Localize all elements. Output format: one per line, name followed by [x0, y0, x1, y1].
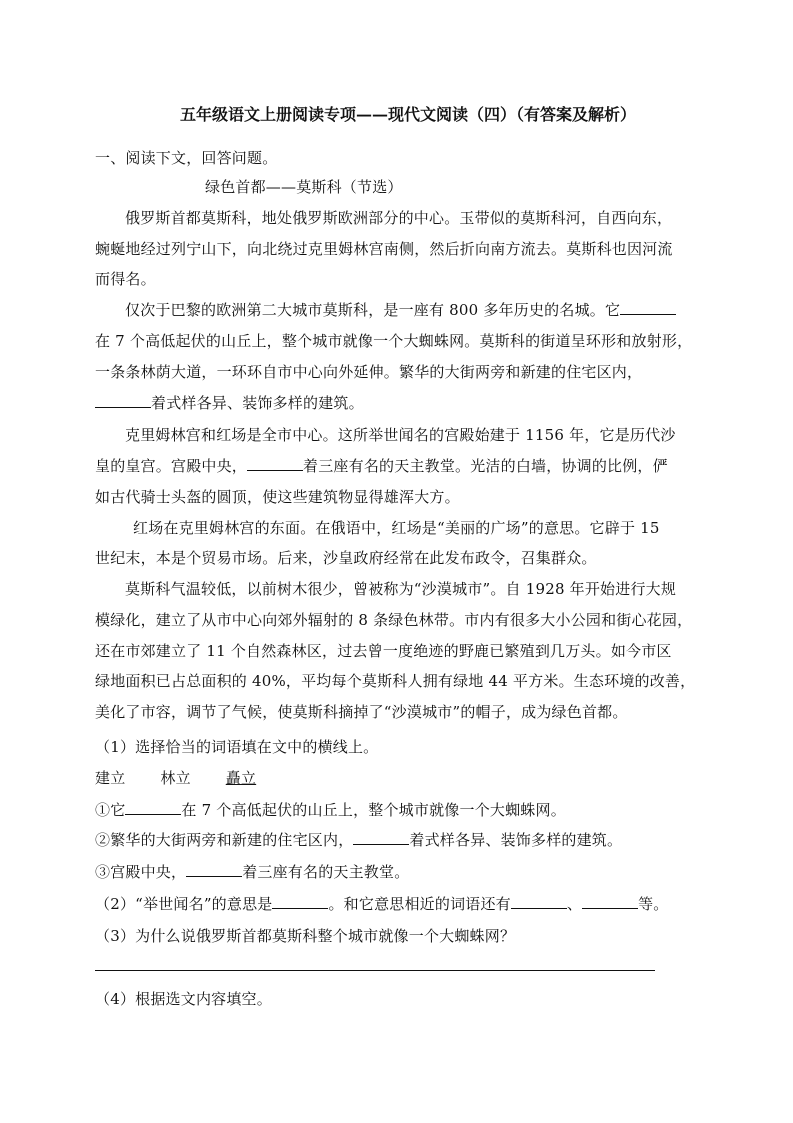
- answer-blank[interactable]: [511, 896, 567, 909]
- q1-sentence3: [95, 861, 409, 882]
- p2-line3: 一条条林荫大道，一环环自市中心向外延伸。繁华的大街两旁和新建的住宅区内，: [95, 363, 643, 381]
- q1-s2-text-a: ②繁华的大街两旁和新建的住宅区内，: [95, 831, 354, 849]
- p5-line2: 模绿化，建立了从市中心向郊外辐射的 8 条绿色林带。市内有很多大小公园和街心花园，: [95, 611, 693, 629]
- p2-line1: [125, 299, 676, 320]
- q1-s1-text-a: ①它: [95, 801, 126, 819]
- q2-text-d: 等。: [638, 895, 669, 913]
- q4-prompt: （4）根据选文内容填空。: [95, 990, 272, 1008]
- passage-title: 绿色首都——莫斯科（节选）: [205, 178, 403, 196]
- q1-s2-text-b: 着式样各异、装饰多样的建筑。: [409, 831, 623, 849]
- page-title: 五年级语文上册阅读专项——现代文阅读（四）（有答案及解析）: [180, 105, 637, 124]
- option-linli[interactable]: 林立: [160, 769, 191, 787]
- answer-blank[interactable]: [186, 864, 242, 877]
- p5-line5: 美化了市容，调节了气候，使莫斯科摘掉了“沙漠城市”的帽子，成为绿色首都。: [95, 703, 628, 721]
- answer-blank[interactable]: [353, 832, 409, 845]
- q2-text-c: 、: [566, 895, 583, 913]
- p2-line4: [95, 392, 364, 413]
- q1-sentence1: [95, 799, 566, 820]
- q1-s3-text-a: ③宫殿中央，: [95, 863, 187, 881]
- answer-line[interactable]: [95, 970, 655, 971]
- option-jianli[interactable]: 建立: [95, 769, 126, 787]
- answer-blank[interactable]: [620, 302, 676, 315]
- q1-s1-text-b: 在 7 个高低起伏的山丘上，整个城市就像一个大蜘蛛网。: [181, 801, 566, 819]
- p2-line1-text: 仅次于巴黎的欧洲第二大城市莫斯科，是一座有 800 多年历史的名城。它: [125, 301, 621, 319]
- p5-line4: 绿地面积已占总面积的 40%，平均每个莫斯科人拥有绿地 44 平方米。生态环境的改善，: [95, 672, 696, 690]
- answer-blank[interactable]: [95, 395, 151, 408]
- p1-line1: 俄罗斯首都莫斯科，地处俄罗斯欧洲部分的中心。玉带似的莫斯科河，自西向东，: [125, 209, 673, 227]
- q1-prompt: （1）选择恰当的词语填在文中的横线上。: [95, 738, 379, 756]
- p2-line4-text: 着式样各异、装饰多样的建筑。: [151, 394, 364, 412]
- p2-line2: 在 7 个高低起伏的山丘上，整个城市就像一个大蜘蛛网。莫斯科的街道呈环形和放射形，: [95, 332, 693, 350]
- p3-line3: 如古代骑士头盔的圆顶，使这些建筑物显得雄浑大方。: [95, 488, 460, 506]
- answer-blank[interactable]: [272, 896, 328, 909]
- answer-blank[interactable]: [582, 896, 638, 909]
- q1-sentence2: [95, 829, 622, 850]
- q2-text-a: （2）“举世闻名”的意思是: [95, 895, 273, 913]
- p3-line2: [95, 455, 668, 476]
- q2-text-b: 。和它意思相近的词语还有: [328, 895, 511, 913]
- q3-prompt: （3）为什么说俄罗斯首都莫斯科整个城市就像一个大蜘蛛网？: [95, 927, 516, 945]
- p5-line1: 莫斯科气温较低，以前树木很少，曾被称为“沙漠城市”。自 1928 年开始进行大规: [125, 580, 677, 598]
- p1-line2: 蜿蜒地经过列宁山下，向北绕过克里姆林宫南侧，然后折向南方流去。莫斯科也因河流: [95, 240, 673, 258]
- p3-line1: 克里姆林宫和红场是全市中心。这所举世闻名的宫殿始建于 1156 年，它是历代沙: [125, 426, 676, 444]
- p4-line2: 世纪末，本是个贸易市场。后来，沙皇政府经常在此发布政令，召集群众。: [95, 549, 597, 567]
- p1-line3: 而得名。: [95, 270, 156, 288]
- p3-line2-text-a: 皇的皇宫。宫殿中央，: [95, 457, 248, 475]
- option-chuli[interactable]: 矗立: [225, 769, 257, 787]
- q1-options: [95, 767, 286, 788]
- p4-line1: 红场在克里姆林宫的东面。在俄语中，红场是“美丽的广场”的意思。它辟于 15: [133, 519, 660, 537]
- q1-s3-text-b: 着三座有名的天主教堂。: [242, 863, 410, 881]
- p3-line2-text-b: 着三座有名的天主教堂。光洁的白墙，协调的比例，俨: [303, 457, 668, 475]
- answer-blank[interactable]: [247, 458, 303, 471]
- q2-line: [95, 893, 669, 914]
- p5-line3: 还在市郊建立了 11 个自然森林区，过去曾一度绝迹的野鹿已繁殖到几万头。如今市区: [95, 642, 672, 660]
- answer-blank[interactable]: [125, 802, 181, 815]
- section-heading: 一、阅读下文，回答问题。: [95, 149, 278, 167]
